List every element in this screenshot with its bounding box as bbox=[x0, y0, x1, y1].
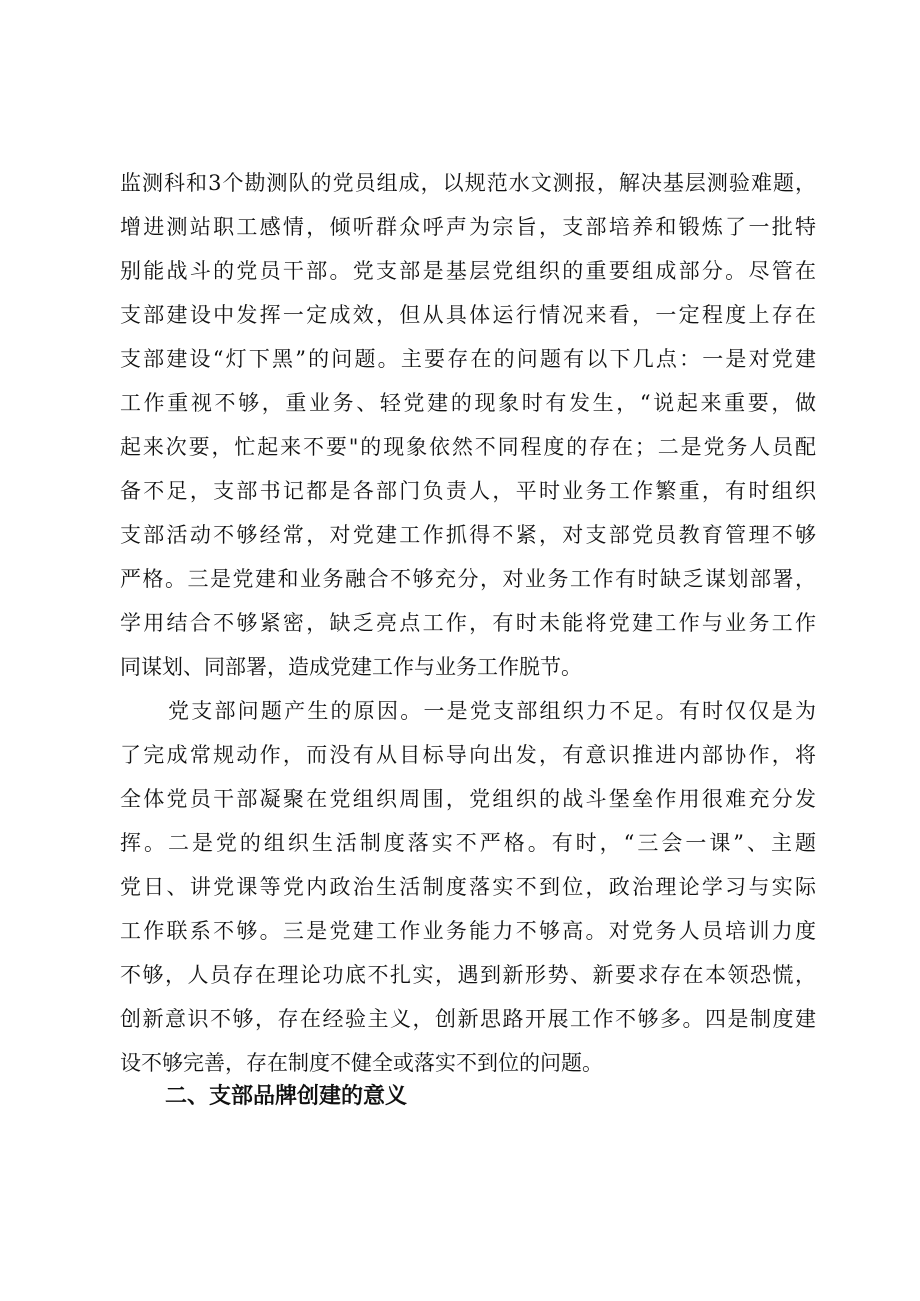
paragraph-line: 挥。二是党的组织生活制度落实不严格。有时，“三会一课”、主题 bbox=[120, 831, 816, 855]
paragraph-line: 支部建设中发挥一定成效，但从具体运行情况来看，一定程度上存在 bbox=[120, 303, 816, 327]
paragraph-line: 严格。三是党建和业务融合不够充分，对业务工作有时缺乏谋划部署， bbox=[120, 567, 816, 591]
paragraph-line: 支部建设“灯下黑”的问题。主要存在的问题有以下几点：一是对党建 bbox=[120, 347, 816, 371]
paragraph-line: 不够，人员存在理论功底不扎实，遇到新形势、新要求存在本领恐慌， bbox=[120, 963, 816, 987]
paragraph-line: 支部活动不够经常，对党建工作抓得不紧，对支部党员教育管理不够 bbox=[120, 523, 816, 547]
paragraph-line: 工作联系不够。三是党建工作业务能力不够高。对党务人员培训力度 bbox=[120, 919, 816, 943]
paragraph-line: 了完成常规动作，而没有从目标导向出发，有意识推进内部协作，将 bbox=[120, 743, 816, 767]
paragraph-line: 党日、讲党课等党内政治生活制度落实不到位，政治理论学习与实际 bbox=[120, 875, 816, 899]
paragraph-line: 别能战斗的党员干部。党支部是基层党组织的重要组成部分。尽管在 bbox=[120, 259, 816, 283]
paragraph-line: 全体党员干部凝聚在党组织周围，党组织的战斗堡垒作用很难充分发 bbox=[120, 787, 816, 811]
section-heading: 二、支部品牌创建的意义 bbox=[165, 1084, 408, 1109]
paragraph-line: 监测科和3个勘测队的党员组成，以规范水文测报，解决基层测验难题， bbox=[120, 171, 816, 195]
paragraph-line: 党支部问题产生的原因。一是党支部组织力不足。有时仅仅是为 bbox=[168, 699, 816, 723]
paragraph-line: 起来次要，忙起来不要"的现象依然不同程度的存在；二是党务人员配 bbox=[120, 435, 816, 459]
paragraph-line: 学用结合不够紧密，缺乏亮点工作，有时未能将党建工作与业务工作 bbox=[120, 611, 816, 635]
paragraph-line: 备不足，支部书记都是各部门负责人，平时业务工作繁重，有时组织 bbox=[120, 479, 816, 503]
paragraph-line: 增进测站职工感情，倾听群众呼声为宗旨，支部培养和锻炼了一批特 bbox=[120, 215, 816, 239]
paragraph-line: 同谋划、同部署，造成党建工作与业务工作脱节。 bbox=[120, 655, 582, 679]
paragraph-line: 工作重视不够，重业务、轻党建的现象时有发生，“说起来重要，做 bbox=[120, 391, 816, 415]
paragraph-line: 创新意识不够，存在经验主义，创新思路开展工作不够多。四是制度建 bbox=[120, 1007, 816, 1031]
paragraph-line: 设不够完善，存在制度不健全或落实不到位的问题。 bbox=[120, 1051, 603, 1075]
